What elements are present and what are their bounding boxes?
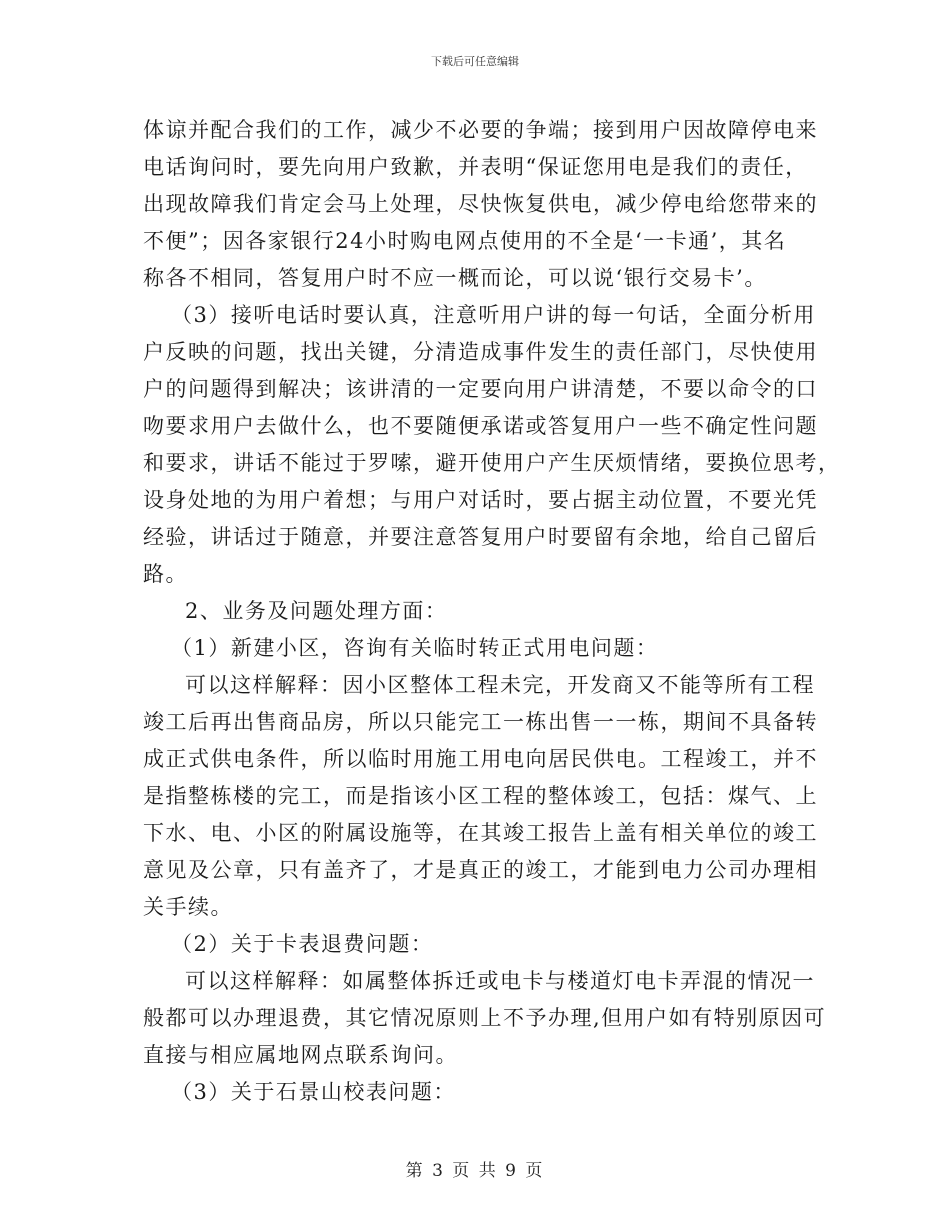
- page-number-footer: 第 3 页 共 9 页: [405, 1161, 545, 1181]
- text-line: 是指整栋楼的完工，而是指该小区工程的整体竣工，包括：煤气、上: [143, 784, 818, 808]
- text-line: 体谅并配合我们的工作，减少不必要的争端；接到用户因故障停电来: [143, 118, 818, 142]
- paragraph-start: 可以这样解释：因小区整体工程未完，开发商又不能等所有工程: [185, 673, 815, 697]
- subsection-heading: （2）关于卡表退费问题：: [171, 932, 434, 956]
- text-line: 设身处地的为用户着想；与用户对话时，要占据主动位置，不要光凭: [143, 488, 818, 512]
- text-line: 关手续。: [143, 895, 233, 919]
- text-line: 出现故障我们肯定会马上处理，尽快恢复供电，减少停电给您带来的: [143, 192, 818, 216]
- text-line: 成正式供电条件，所以临时用施工用电向居民供电。工程竣工，并不: [143, 747, 818, 771]
- text-line: 直接与相应属地网点联系询问。: [143, 1043, 458, 1067]
- text-line: 下水、电、小区的附属设施等，在其竣工报告上盖有相关单位的竣工: [143, 821, 818, 845]
- paragraph-3-start: （3）接听电话时要认真，注意听用户讲的每一句话，全面分析用: [171, 303, 816, 327]
- text-line: 和要求，讲话不能过于罗嗦，避开使用户产生厌烦情绪，要换位思考，: [143, 451, 841, 475]
- text-line: 称各不相同，答复用户时不应一概而论，可以说‘银行交易卡’。: [143, 266, 767, 290]
- text-line: 吻要求用户去做什么，也不要随便承诺或答复用户一些不确定性问题: [143, 414, 818, 438]
- text-line: 经验，讲话过于随意，并要注意答复用户时要留有余地，给自己留后: [143, 525, 818, 549]
- text-line: 户的问题得到解决；该讲清的一定要向用户讲清楚，不要以命令的口: [143, 377, 818, 401]
- text-line: 意见及公章，只有盖齐了，才是真正的竣工，才能到电力公司办理相: [143, 858, 818, 882]
- subsection-heading: （1）新建小区，咨询有关临时转正式用电问题：: [171, 636, 659, 660]
- subsection-heading: （3）关于石景山校表问题：: [171, 1080, 456, 1104]
- text-line: 般都可以办理退费，其它情况原则上不予办理,但用户如有特别原因可: [143, 1006, 827, 1030]
- document-body: [143, 112, 841, 1111]
- text-line: 电话询问时，要先向用户致歉，并表明“保证您用电是我们的责任，: [143, 155, 808, 179]
- paragraph-start: 可以这样解释：如属整体拆迁或电卡与楼道灯电卡弄混的情况一: [185, 969, 815, 993]
- text-line: 户反映的问题，找出关键，分清造成事件发生的责任部门，尽快使用: [143, 340, 818, 364]
- text-line: 路。: [143, 562, 188, 586]
- text-line: 不便”；因各家银行24小时购电网点使用的不全是‘一卡通’，其名: [143, 229, 787, 253]
- text-line: 竣工后再出售商品房，所以只能完工一栋出售一一栋，期间不具备转: [143, 710, 818, 734]
- page-header: 下载后可任意编辑: [431, 55, 519, 68]
- section-heading: 2、业务及问题处理方面：: [185, 599, 448, 623]
